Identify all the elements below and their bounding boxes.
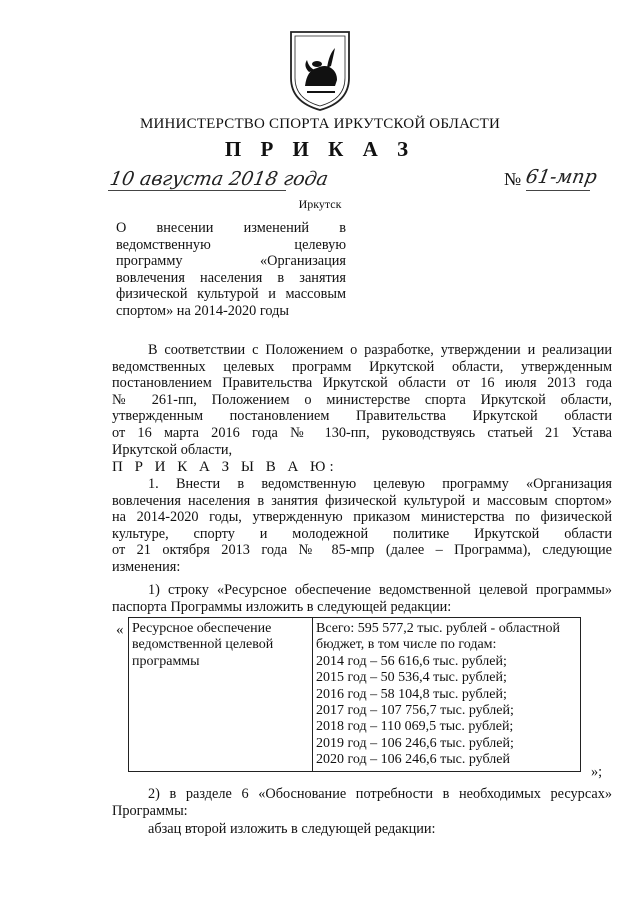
quote-close: »; [591,764,603,780]
subitem-2-paragraph [112,786,612,819]
resource-table [128,617,581,772]
order-subject [116,220,346,320]
city-name: Иркутск [298,197,342,211]
label-line: Ресурсное обеспечение [132,621,272,636]
value-line: 2015 год – 50 536,4 тыс. рублей; [316,670,507,686]
subject-line: вовлечения населения в занятия [116,269,346,286]
preamble-line: В соответствии с Положением о разработке, утверждении и реализации [148,342,612,358]
item-1-line: на 2014-2020 годы, утвержденную приказом министерства по физической [112,509,612,526]
subject-line: программу «Организация [116,253,346,270]
subitem-1-paragraph [112,582,612,615]
label-line: программы [132,653,200,669]
value-line: 2016 год – 58 104,8 тыс. рублей; [316,686,507,702]
subitem-3-line: абзац второй изложить в следующей редакции: [148,821,436,837]
item-1-line: 1. Внести в ведомственную целевую программу «Организация [148,476,612,492]
value-line: Всего: 595 577,2 тыс. рублей - областной [316,621,561,636]
subject-line: спортом» на 2014-2020 годы [116,302,290,319]
preamble-line: Иркутской области, [112,441,233,458]
handwritten-number: 61-мпр [524,166,599,188]
orders-heading: П Р И К А З Ы В А Ю: [112,459,338,475]
value-line: 2019 год – 106 246,6 тыс. рублей; [316,735,514,751]
item-1-line: изменения: [112,558,181,575]
subject-line: физической культурой и массовым [116,286,346,303]
document-title: П Р И К А З [224,137,416,161]
subitem-2-line: Программы: [112,802,188,819]
label-line: ведомственной целевой [132,637,274,653]
date-underline [108,190,286,191]
subitem-1-line: 1) строку «Ресурсное обеспечение ведомственной целевой программы» [148,582,612,598]
subitem-1-line: паспорта Программы изложить в следующей редакции: [112,598,452,615]
ministry-name: МИНИСТЕРСТВО СПОРТА ИРКУТСКОЙ ОБЛАСТИ [139,116,501,132]
preamble-line: № 261-пп, Положением о министерстве спорта Иркутской области, [112,391,612,408]
table-row [129,618,581,772]
number-underline [526,190,590,191]
subject-line: ведомственную целевую [116,236,346,253]
item-1-paragraph [112,476,612,576]
preamble-line: постановлением Правительства Иркутской области от 16 июля 2013 года [112,375,612,392]
subject-line: О внесении изменений в [116,220,346,236]
preamble-paragraph [112,342,612,458]
resource-label-cell [129,618,313,772]
quote-open: « [116,622,124,638]
resource-value-cell [313,618,581,772]
item-1-line: вовлечения населения в занятия физической культурой и массовым спортом» [112,492,612,509]
value-line: 2018 год – 110 069,5 тыс. рублей; [316,719,514,735]
preamble-line: утвержденным постановлением Правительства Иркутской области [112,408,612,425]
subitem-3-paragraph [112,821,612,838]
value-line: бюджет, в том числе по годам: [316,637,497,653]
coat-of-arms-icon [287,28,353,112]
preamble-line: от 16 марта 2016 года № 130-пп, руководствуясь статьей 21 Устава [112,424,612,441]
subitem-2-line: 2) в разделе 6 «Обоснование потребности в необходимых ресурсах» [148,786,612,802]
number-sign: № [504,169,522,189]
preamble-line: ведомственных целевых программ Иркутской области, утвержденным [112,358,612,375]
item-1-line: от 21 октября 2013 года № 85-мпр (далее – Программа), следующие [112,542,612,559]
value-line: 2017 год – 107 756,7 тыс. рублей; [316,703,514,719]
handwritten-date: 10 августа 2018 года [108,168,331,190]
item-1-line: культуре, спорту и молодежной политике Иркутской области [112,525,612,542]
value-line: 2020 год – 106 246,6 тыс. рублей [316,752,510,768]
value-line: 2014 год – 56 616,6 тыс. рублей; [316,653,507,669]
